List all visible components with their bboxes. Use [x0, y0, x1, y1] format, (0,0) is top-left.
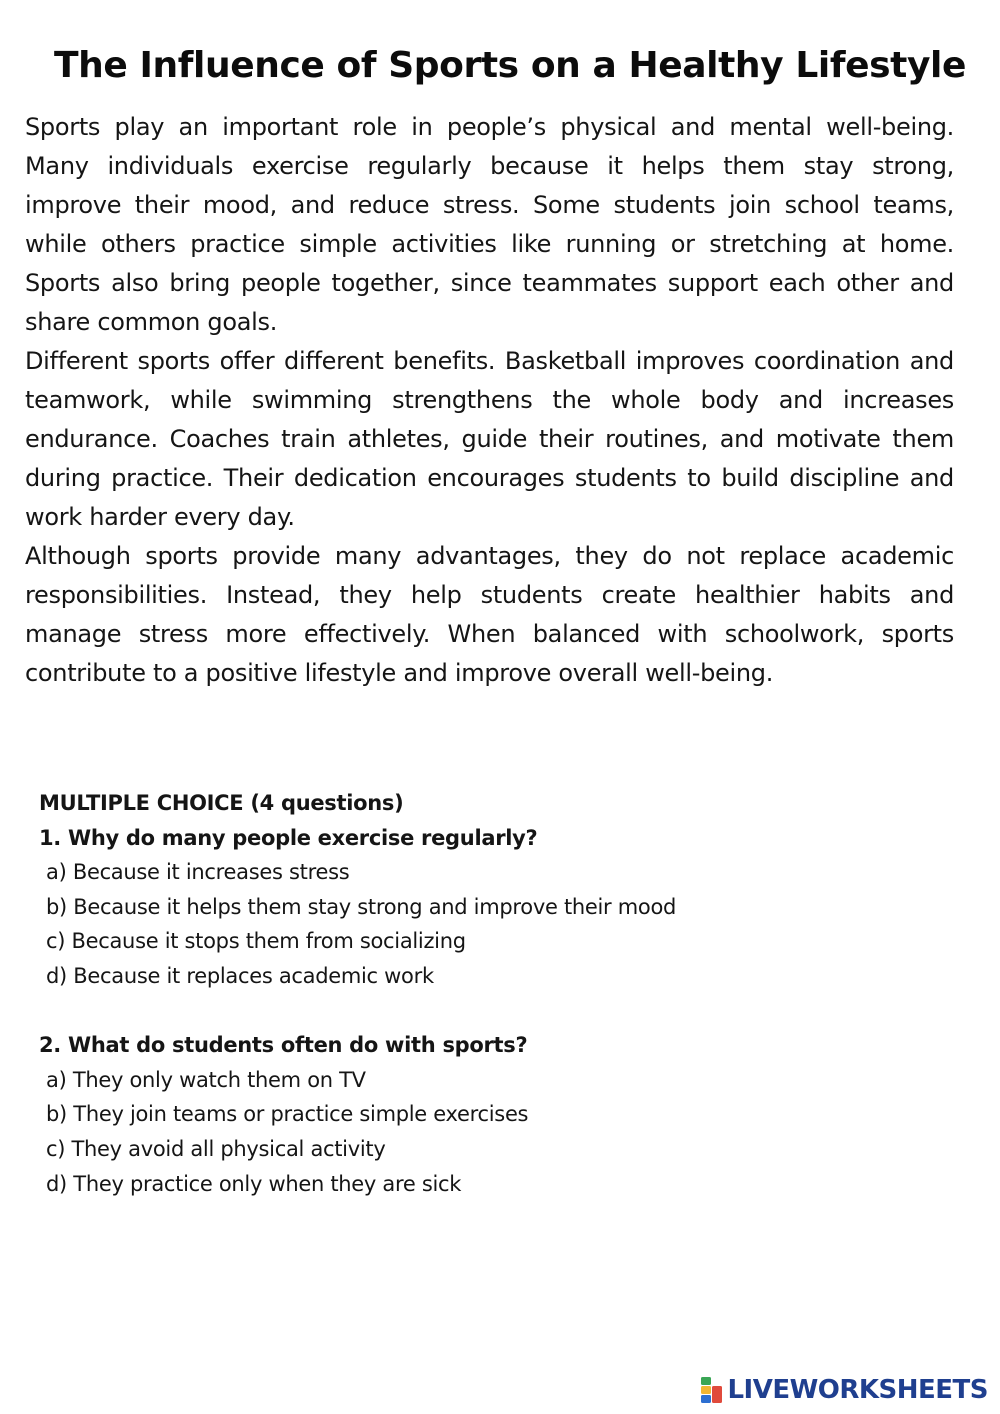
liveworksheets-logo: [701, 1372, 988, 1408]
logo-block-blue: [701, 1395, 711, 1403]
question-2-option-d[interactable]: d) They practice only when they are sick: [46, 1171, 462, 1196]
liveworksheets-logo-icon: [701, 1377, 723, 1403]
passage-paragraph-2: Different sports offer different benefits. Basketball improves coordination and teamwork, while swimming strengthens the whole body and increases endurance. Coaches train athletes, guide their routines, and motivate them during practice. Their dedication encourages students to build discipline and work harder every day.: [25, 347, 954, 531]
passage-paragraph-1: Sports play an important role in people’s physical and mental well-being. Many individuals exercise regularly because it helps them stay strong, improve their mood, and reduce stress. Some students join school teams, while others practice simple activities like running or stretching at home. Sports also bring people together, since teammates support each other and share common goals.: [25, 113, 954, 336]
passage-paragraph-3: Although sports provide many advantages, they do not replace academic responsibilities. Instead, they help students create healthier habits and manage stress more effectively. When balanced with schoolwork, sports contribute to a positive lifestyle and improve overall well-being.: [25, 542, 954, 687]
section-heading: MULTIPLE CHOICE (4 questions): [39, 791, 404, 815]
question-2-option-c[interactable]: c) They avoid all physical activity: [46, 1136, 386, 1161]
multiple-choice-section: [39, 786, 939, 1201]
question-1: [39, 821, 939, 994]
question-2: [39, 1028, 939, 1201]
liveworksheets-logo-text: LIVEWORKSHEETS: [727, 1375, 988, 1405]
question-1-option-c[interactable]: c) Because it stops them from socializing: [46, 929, 466, 954]
logo-block-green: [701, 1377, 711, 1385]
question-1-text: 1. Why do many people exercise regularly?: [39, 825, 538, 850]
logo-block-red: [712, 1386, 722, 1403]
question-1-option-a[interactable]: a) Because it increases stress: [46, 860, 350, 885]
logo-block-yellow: [701, 1386, 711, 1394]
question-2-option-a[interactable]: a) They only watch them on TV: [46, 1067, 366, 1092]
question-2-option-b[interactable]: b) They join teams or practice simple exercises: [46, 1102, 529, 1127]
question-1-option-d[interactable]: d) Because it replaces academic work: [46, 963, 434, 988]
worksheet-title: The Influence of Sports on a Healthy Lifestyle: [54, 45, 966, 86]
reading-passage: [25, 108, 954, 693]
question-2-text: 2. What do students often do with sports?: [39, 1033, 528, 1058]
question-1-option-b[interactable]: b) Because it helps them stay strong and improve their mood: [46, 894, 677, 919]
